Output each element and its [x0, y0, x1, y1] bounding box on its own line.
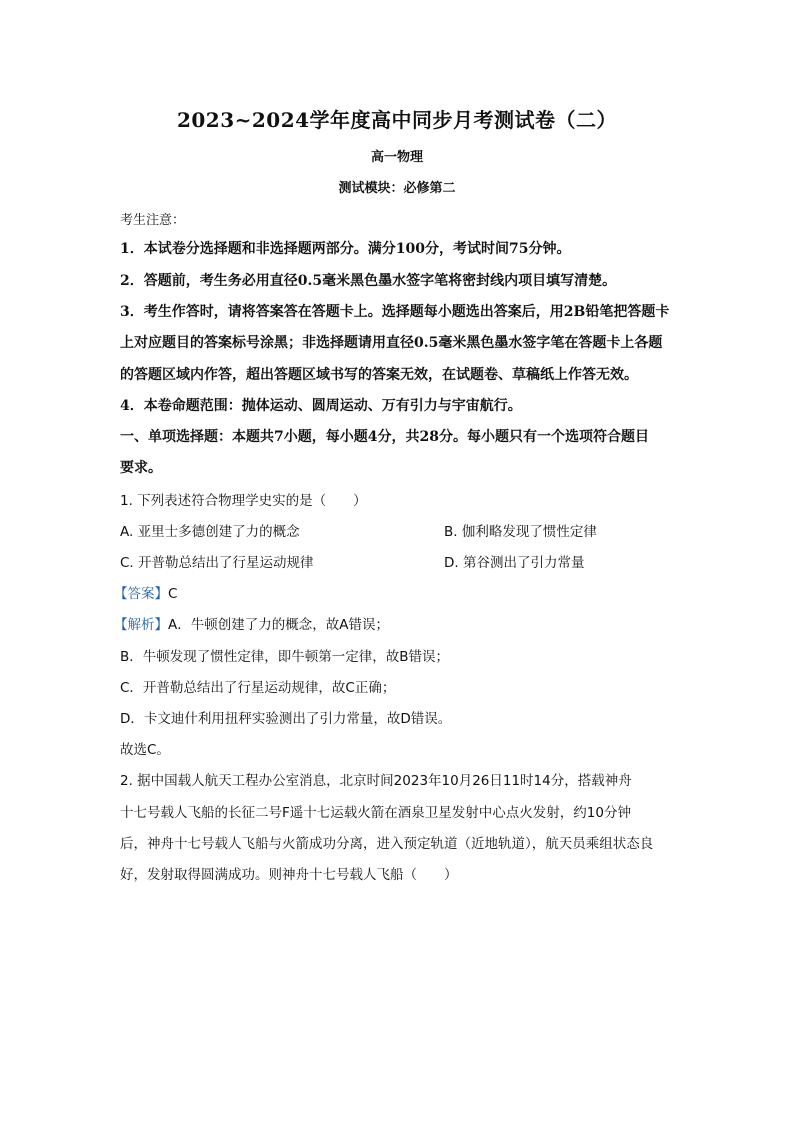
q1-answer [114, 582, 177, 602]
analysis-text: A．牛顿创建了力的概念，故A错误； [168, 617, 389, 633]
q1-analysis-line-c: C．开普勒总结出了行星运动规律，故C正确； [120, 680, 396, 696]
q1-option-a: A. 亚里士多德创建了力的概念 [120, 524, 300, 540]
exam-subject: 高一物理 [370, 150, 423, 165]
q2-line-2: 十七号载人飞船的长征二号F遥十七运载火箭在酒泉卫星发射中心点火发射，约10分钟 [120, 805, 631, 821]
q2-line-4: 好，发射取得圆满成功。则神舟十七号载人飞船（ ） [120, 867, 458, 883]
section-heading-line-2: 要求。 [120, 460, 162, 476]
q2-line-3: 后，神舟十七号载人飞船与火箭成功分离，进入预定轨道（近地轨道），航天员乘组状态良 [120, 836, 654, 852]
notice-item-2: 2．答题前，考生务必用直径0.5毫米黑色墨水签字笔将密封线内项目填写清楚。 [120, 273, 617, 289]
answer-tag: 【答案】 [114, 586, 168, 602]
notice-item-3-line-1: 3．考生作答时，请将答案答在答题卡上。选择题每小题选出答案后，用2B铅笔把答题卡 [120, 304, 670, 320]
q1-conclusion: 故选C。 [120, 742, 170, 758]
notice-item-3-line-2: 上对应题目的答案标号涂黑；非选择题请用直径0.5毫米黑色墨水签字笔在答题卡上各题 [120, 335, 663, 351]
q1-analysis-line-b: B．牛顿发现了惯性定律，即牛顿第一定律，故B错误； [120, 649, 450, 665]
exam-title: 2023~2024学年度高中同步月考测试卷（二） [176, 108, 618, 132]
q1-option-b: B. 伽利略发现了惯性定律 [444, 524, 597, 540]
q1-analysis-first [114, 613, 389, 633]
answer-value: C [168, 586, 178, 602]
q1-analysis-line-d: D．卡文迪什利用扭秤实验测出了引力常量，故D错误。 [120, 711, 452, 727]
notice-heading: 考生注意： [120, 213, 186, 228]
section-heading-line-1: 一、单项选择题：本题共7小题，每小题4分，共28分。每小题只有一个选项符合题目 [120, 429, 649, 445]
q1-stem: 1. 下列表述符合物理学史实的是（ ） [120, 493, 367, 509]
q2-line-1: 2. 据中国载人航天工程办公室消息，北京时间2023年10月26日11时14分，搭载神舟 [120, 773, 632, 789]
notice-item-3-line-3: 的答题区域内作答，超出答题区域书写的答案无效，在试题卷、草稿纸上作答无效。 [120, 367, 638, 383]
q1-option-c: C. 开普勒总结出了行星运动规律 [120, 555, 314, 571]
q1-option-d: D. 第谷测出了引力常量 [444, 555, 585, 571]
notice-item-4: 4．本卷命题范围：抛体运动、圆周运动、万有引力与宇宙航行。 [120, 398, 522, 414]
analysis-tag: 【解析】 [114, 617, 168, 633]
exam-module: 测试模块：必修第二 [338, 181, 456, 196]
notice-item-1: 1．本试卷分选择题和非选择题两部分。满分100分，考试时间75分钟。 [120, 241, 571, 257]
